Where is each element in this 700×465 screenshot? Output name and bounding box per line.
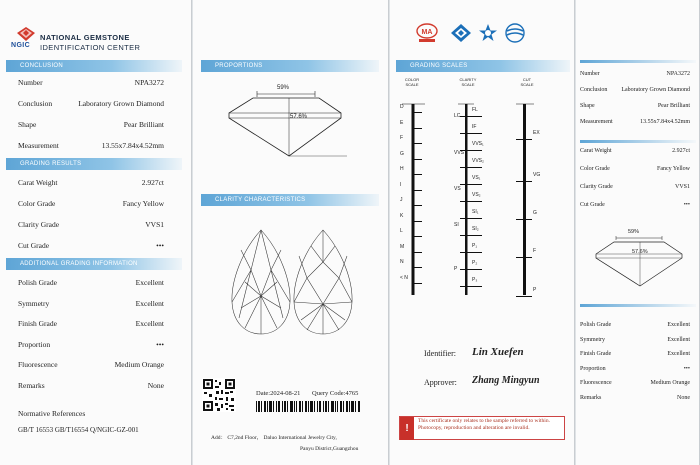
color-grade-label: N: [400, 259, 404, 265]
clarity-grade-tick: [460, 116, 482, 117]
additional-value: None: [147, 380, 164, 390]
cut-grade-label: G: [533, 210, 537, 216]
summary-bottom-bar: [580, 304, 696, 307]
conclusion-value: Pear Brilliant: [123, 120, 164, 129]
summary-mid-label: Carat Weight: [580, 148, 612, 154]
additional-label: Symmetry: [18, 298, 50, 308]
grading-value: •••: [156, 241, 164, 250]
additional-label: Polish Grade: [18, 278, 57, 287]
org-name-line1: NATIONAL GEMSTONE: [40, 33, 130, 42]
barcode: [256, 401, 362, 412]
disclaimer-box: [399, 416, 565, 440]
clarity-grade-tick: [460, 286, 482, 287]
approver-signature: Zhang Mingyun: [472, 375, 540, 386]
color-grade-tick: [412, 112, 422, 113]
color-grade-label: L: [400, 228, 403, 234]
color-grade-label: H: [400, 166, 404, 172]
grading-label: Clarity Grade: [18, 220, 60, 229]
summary-mid-value: •••: [683, 202, 690, 208]
summary-bottom-value: None: [677, 394, 690, 401]
proportion-depth-label: 57.6%: [290, 114, 308, 120]
address-line1: Add： C7,2nd Floor， Daluo International Jewelry City,: [211, 435, 337, 441]
color-grade-label: E: [400, 119, 404, 126]
approver-label: Approver:: [424, 378, 457, 387]
cut-grade-label: P: [533, 287, 537, 293]
additional-value: Medium Orange: [114, 360, 164, 369]
clarity-grade-tick: [460, 201, 482, 202]
summary-top-value: Laboratory Grown Diamond: [621, 87, 690, 93]
clarity-grade-label: P₁: [472, 243, 478, 249]
summary-bottom-label: Fluorescence: [580, 380, 612, 386]
summary-top-value: NPA3272: [666, 71, 690, 77]
clarity-group-label: VVS: [454, 150, 465, 156]
color-grade-label: < N: [400, 274, 408, 281]
main-info-panel: [0, 0, 192, 465]
conclusion-value: Laboratory Grown Diamond: [78, 99, 164, 108]
summary-bottom-value: Excellent: [667, 351, 690, 357]
additional-label: Finish Grade: [18, 319, 57, 328]
clarity-grade-label: VVS₂: [472, 158, 484, 164]
address-line2: Panyu District,Guangzhou: [300, 446, 359, 452]
color-grade-tick: [412, 252, 422, 253]
clarity-grade-label: VVS₁: [472, 141, 484, 147]
clarity-grade-label: P₃: [472, 277, 478, 283]
summary-bottom-value: Medium Orange: [650, 380, 690, 386]
summary-bottom-value: Excellent: [667, 322, 690, 328]
cut-grade-tick: [516, 181, 532, 182]
grading-label: Color Grade: [18, 199, 56, 208]
conclusion-label: Conclusion: [18, 99, 53, 108]
clarity-group-label: SI: [454, 222, 459, 228]
grading-scale-lines: [390, 0, 575, 300]
clarity-grade-label: P₂: [472, 260, 478, 266]
cut-grade-label: F: [533, 248, 537, 254]
cut-grade-tick: [516, 257, 532, 258]
clarity-grade-tick: [460, 269, 482, 270]
color-grade-tick: [412, 205, 422, 206]
clarity-grade-label: IF: [472, 124, 477, 130]
color-grade-tick: [412, 174, 422, 175]
identifier-signature: Lin Xuefen: [472, 346, 524, 358]
clarity-grade-tick: [460, 184, 482, 185]
summary-table-label: 59%: [628, 229, 640, 235]
color-scale-title: COLOR SCALE: [404, 77, 420, 87]
summary-mid-bar: [580, 140, 696, 143]
color-grade-tick: [412, 267, 422, 268]
additional-value: Excellent: [135, 298, 164, 308]
org-name-line2: IDENTIFICATION CENTER: [40, 43, 141, 52]
additional-label: Proportion: [18, 339, 51, 349]
additional-label: Fluorescence: [18, 360, 58, 369]
grading-value: 2.927ct: [141, 178, 164, 187]
conclusion-value: 13.55x7.84x4.52mm: [101, 141, 164, 150]
cut-scale-title: CUT SCALE: [520, 77, 534, 87]
cut-grade-label: VG: [533, 172, 541, 178]
summary-mid-label: Cut Grade: [580, 202, 605, 208]
color-grade-tick: [412, 190, 422, 191]
color-grade-label: G: [400, 150, 404, 157]
additional-value: •••: [156, 339, 164, 349]
summary-mid-value: VVS1: [674, 184, 690, 190]
color-grade-tick: [412, 143, 422, 144]
proportions-section-bar: PROPORTIONS: [201, 60, 379, 72]
grading-value: Fancy Yellow: [122, 199, 164, 208]
clarity-grade-tick: [460, 218, 482, 219]
summary-mid-value: 2.927ct: [672, 148, 690, 154]
summary-mid-value: Fancy Yellow: [656, 166, 690, 172]
summary-bottom-label: Remarks: [580, 394, 602, 401]
grading-label: Carat Weight: [18, 178, 58, 187]
clarity-group-label: VS: [454, 186, 461, 192]
clarity-grade-tick: [460, 133, 482, 134]
logo-abbrev: NGIC: [11, 42, 31, 49]
color-grade-label: J: [400, 197, 403, 203]
ngic-logo-icon: [17, 27, 35, 41]
clarity-grade-label: VS₁: [472, 175, 481, 181]
conclusion-value: NPA3272: [134, 78, 164, 87]
additional-label: Remarks: [18, 380, 45, 390]
color-grade-label: K: [400, 212, 404, 219]
summary-depth-label: 57.6%: [632, 249, 648, 255]
report-date: Date:2024-08-21: [256, 390, 301, 397]
qr-code: [202, 378, 236, 412]
summary-bottom-value: Excellent: [667, 336, 690, 343]
summary-bottom-label: Proportion: [580, 365, 606, 372]
grading-results-section-bar: GRADING RESULTS: [6, 158, 182, 170]
summary-top-label: Conclusion: [580, 87, 608, 93]
summary-proportion-diagram: [590, 228, 690, 290]
identifier-label: Identifier:: [424, 349, 456, 358]
color-grade-label: I: [400, 181, 402, 188]
clarity-grade-label: SI₁: [472, 209, 479, 215]
color-grade-label: M: [400, 243, 405, 250]
summary-bottom-label: Symmetry: [580, 336, 605, 343]
cut-grade-tick: [516, 219, 532, 220]
summary-top-label: Measurement: [580, 119, 613, 125]
scales-panel: [390, 0, 575, 465]
additional-value: Excellent: [135, 319, 164, 328]
summary-top-label: Number: [580, 71, 600, 77]
summary-bottom-label: Finish Grade: [580, 351, 612, 357]
additional-grading-section-bar: ADDITIONAL GRADING INFORMATION: [6, 258, 182, 270]
conclusion-label: Measurement: [18, 141, 59, 150]
additional-value: Excellent: [135, 278, 164, 287]
cut-grade-label: EX: [533, 130, 540, 136]
svg-text:MA: MA: [421, 29, 433, 36]
cut-grade-tick: [516, 296, 532, 297]
warning-icon: !: [400, 417, 414, 440]
summary-mid-label: Clarity Grade: [580, 184, 613, 190]
conclusion-label: Number: [18, 78, 43, 87]
summary-top-value: Pear Brilliant: [657, 103, 690, 109]
color-grade-tick: [412, 236, 422, 237]
cut-grade-tick: [516, 139, 532, 140]
summary-top-label: Shape: [580, 103, 595, 109]
clarity-grade-label: VS₂: [472, 192, 481, 198]
query-code: Query Code:4765: [312, 390, 359, 397]
summary-top-bar: [580, 60, 696, 63]
color-grade-tick: [412, 159, 422, 160]
clarity-grade-tick: [460, 252, 482, 253]
grading-value: VVS1: [145, 220, 164, 229]
normative-references-value: GB/T 16553 GB/T16554 Q/NGIC-GZ-001: [18, 426, 139, 434]
clarity-group-label: LC: [454, 113, 461, 119]
clarity-grade-label: SI₂: [472, 226, 479, 232]
conclusion-label: Shape: [18, 120, 37, 129]
conclusion-section-bar: CONCLUSION: [6, 60, 182, 72]
summary-bottom-label: Polish Grade: [580, 322, 612, 328]
disclaimer-text: This certificate only relates to the sample referred to within. Photocopy, reproduction and alteration are invalid.: [418, 418, 550, 431]
clarity-grade-tick: [460, 150, 482, 151]
clarity-characteristics-section-bar: CLARITY CHARACTERISTICS: [201, 194, 379, 206]
clarity-scale-title: CLARITY SCALE: [459, 77, 477, 87]
diagrams-panel: [193, 0, 389, 465]
color-grade-tick: [412, 221, 422, 222]
summary-top-value: 13.55x7.84x4.52mm: [640, 119, 690, 125]
grading-label: Cut Grade: [18, 241, 50, 250]
clarity-grade-tick: [460, 167, 482, 168]
summary-mid-label: Color Grade: [580, 166, 610, 172]
pear-plot-diagram: [227, 222, 357, 338]
summary-bottom-value: •••: [683, 365, 690, 372]
normative-references-title: Normative References: [18, 409, 86, 418]
clarity-grade-tick: [460, 235, 482, 236]
color-grade-label: F: [400, 135, 404, 141]
color-grade-tick: [412, 283, 422, 284]
proportion-diagram: [223, 80, 353, 160]
color-grade-label: D: [400, 104, 404, 110]
clarity-grade-label: FL: [472, 107, 478, 113]
proportion-table-label: 59%: [277, 85, 290, 91]
grading-scales-section-bar: GRADING SCALES: [396, 60, 570, 72]
summary-panel: [576, 0, 700, 465]
color-grade-tick: [412, 128, 422, 129]
clarity-group-label: P: [454, 266, 458, 272]
